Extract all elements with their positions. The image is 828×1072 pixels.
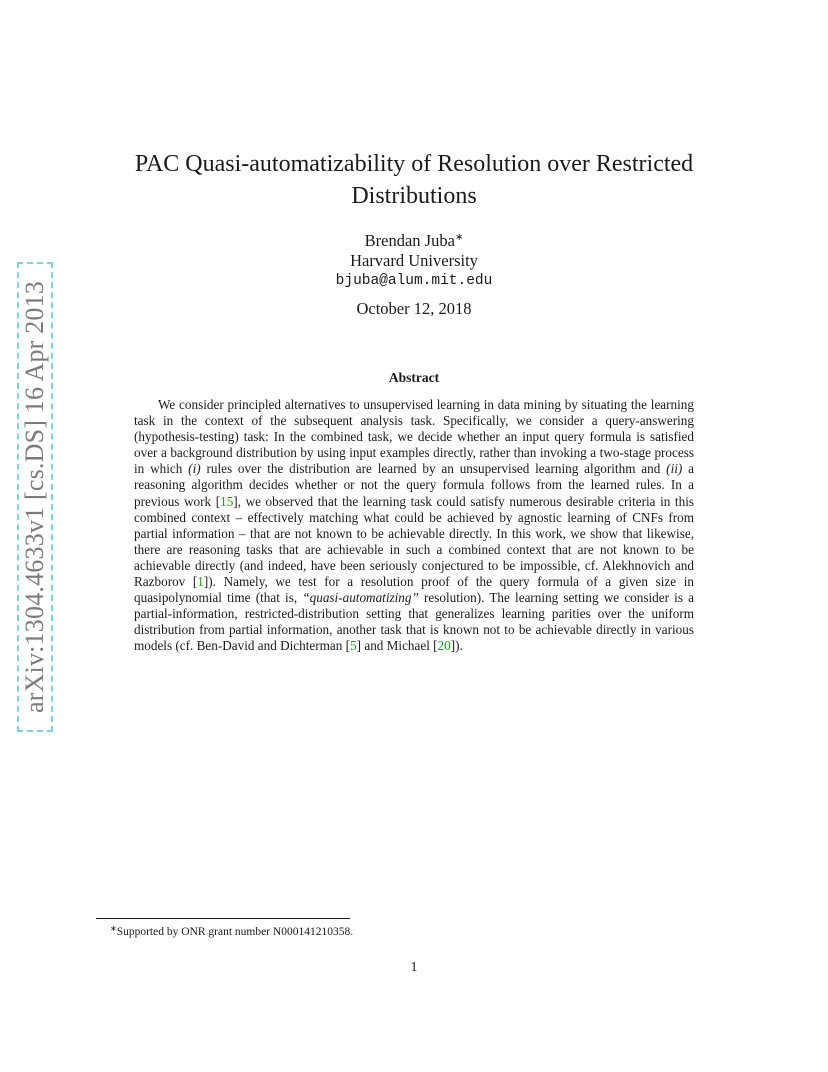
abstract-text: We consider principled alternatives to unsupervised learning in data mining by situating the learning task in the context of the subsequent analysis task. Specifically, we consider a query-answering (hypothesis-testing) task: In the combined task, we decide whether an input query formula is satisfied over a background distribution by using input examples directly, rather than invoking a two-stage process in which xyxy=(134,397,694,477)
abstract-body xyxy=(134,397,694,655)
abstract-text: resolution). The learning setting we consider is a partial-information, restricted-distribution setting that generalizes learning parities over the uniform distribution from partial information, another task that is known not to be achievable directly in various models (cf. Ben-David and Dichterman [ xyxy=(134,590,694,654)
paper-date: October 12, 2018 xyxy=(356,299,472,318)
page-number: 1 xyxy=(410,960,418,975)
abstract-enum-ii: (ii) xyxy=(666,461,683,477)
author-email[interactable]: bjuba@alum.mit.edu xyxy=(335,273,493,289)
paper-title xyxy=(100,148,728,212)
arxiv-identifier: arXiv:1304.4633v1 [cs.DS] 16 Apr 2013 xyxy=(20,280,49,714)
abstract-text: ]). xyxy=(450,638,463,654)
footnote-divider xyxy=(96,918,350,919)
abstract-emphasis: “quasi-automatizing” xyxy=(302,590,419,606)
abstract-text: ]). Namely, we test for a resolution proof of the query formula of a given size in quasipolynomial time (that is, xyxy=(134,574,694,606)
footnote-text: Supported by ONR grant number N000141210358. xyxy=(116,926,354,938)
author-block xyxy=(100,228,728,291)
citation-link[interactable]: 20 xyxy=(437,638,451,654)
arxiv-stamp xyxy=(17,262,53,732)
author-footnote-mark: ∗ xyxy=(454,232,464,243)
citation-link[interactable]: 15 xyxy=(220,493,234,509)
citation-link[interactable]: 1 xyxy=(197,574,204,590)
abstract-enum-i: (i) xyxy=(188,461,201,477)
abstract-text: ] and Michael [ xyxy=(356,638,438,654)
footnote-mark: ∗ xyxy=(110,924,117,933)
abstract-text: ], we observed that the learning task could satisfy numerous desirable criteria in this combined context – effectively matching what could be achieved by agnostic learning of CNFs from partial information – that are not known to be achievable directly. In this work, we show that likewise, there are reasoning tasks that are achievable in such a combined context that are not known to be achievable directly (and indeed, have been seriously conjectured to be impossible, cf. Alekhnovich and Razborov [ xyxy=(134,493,694,590)
title-line-2: Distributions xyxy=(351,183,477,209)
author-name: Brendan Juba xyxy=(364,231,455,250)
title-line-1: PAC Quasi-automatizability of Resolution over Restricted xyxy=(134,151,694,177)
abstract-text: rules over the distribution are learned by an unsupervised learning algorithm and xyxy=(200,461,667,477)
abstract-heading: Abstract xyxy=(388,370,440,385)
author-affiliation: Harvard University xyxy=(350,251,478,270)
author-name-line xyxy=(100,228,728,251)
abstract-text: a reasoning algorithm decides whether or not the query formula follows from the learned rules. In a previous work [ xyxy=(134,461,694,509)
footnote xyxy=(110,922,710,939)
citation-link[interactable]: 5 xyxy=(350,638,357,654)
